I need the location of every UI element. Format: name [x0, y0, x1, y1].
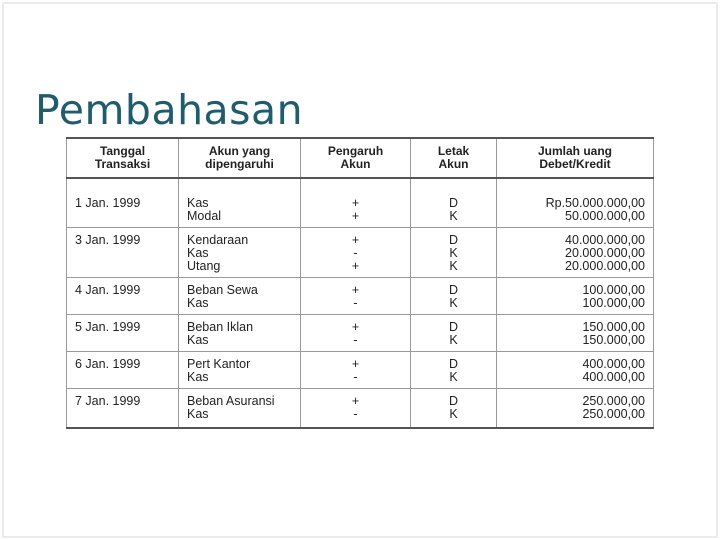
cell-akun: [179, 278, 301, 315]
cell-text: +: [351, 320, 360, 334]
cell-tanggal: [67, 228, 179, 278]
cell-text: Rp.50.000.000,00: [545, 196, 645, 210]
cell-text: 5 Jan. 1999: [75, 320, 141, 334]
cell-text: Kendaraan: [187, 233, 249, 247]
cell-text: 250.000,00: [582, 407, 645, 421]
table-row: [67, 389, 654, 429]
cell-akun: [179, 228, 301, 278]
cell-text: 3 Jan. 1999: [75, 233, 141, 247]
header-akun-dipengaruhi: [179, 138, 301, 178]
cell-text: 400.000,00: [582, 357, 645, 371]
cell-jumlah: [497, 228, 654, 278]
cell-text: 20.000.000,00: [565, 246, 645, 260]
cell-text: +: [351, 357, 360, 371]
cell-text: Kas: [187, 370, 209, 384]
header-text: Transaksi: [94, 157, 151, 171]
cell-jumlah: [497, 278, 654, 315]
cell-jumlah: [497, 178, 654, 228]
header-text: Tanggal: [99, 144, 146, 158]
cell-text: 6 Jan. 1999: [75, 357, 141, 371]
table-row: [67, 178, 654, 228]
header-text: Akun yang: [208, 144, 271, 158]
cell-letak: [411, 278, 497, 315]
table-row: [67, 315, 654, 352]
cell-text: -: [353, 246, 358, 260]
header-tanggal-transaksi: [67, 138, 179, 178]
cell-letak: [411, 315, 497, 352]
cell-tanggal: [67, 278, 179, 315]
cell-akun: [179, 389, 301, 429]
header-pengaruh-akun: [301, 138, 411, 178]
transaction-table: [66, 137, 654, 429]
table-row: [67, 228, 654, 278]
cell-text: Kas: [187, 246, 209, 260]
cell-text: 100.000,00: [582, 296, 645, 310]
cell-text: +: [351, 233, 360, 247]
header-text: Akun: [340, 157, 371, 171]
cell-text: -: [353, 407, 358, 421]
cell-text: +: [351, 394, 360, 408]
cell-pengaruh: [301, 278, 411, 315]
cell-letak: [411, 228, 497, 278]
cell-tanggal: [67, 352, 179, 389]
header-row: [67, 138, 654, 178]
cell-text: K: [449, 209, 458, 223]
header-text: Pengaruh: [327, 144, 384, 158]
cell-akun: [179, 352, 301, 389]
table-row: [67, 352, 654, 389]
cell-jumlah: [497, 352, 654, 389]
cell-pengaruh: [301, 389, 411, 429]
transaction-table-wrap: [66, 137, 653, 429]
cell-text: K: [449, 407, 458, 421]
cell-text: Utang: [187, 259, 221, 273]
cell-text: K: [449, 333, 458, 347]
cell-text: -: [353, 370, 358, 384]
cell-text: 4 Jan. 1999: [75, 283, 141, 297]
header-letak-akun: [411, 138, 497, 178]
cell-text: 50.000.000,00: [565, 209, 645, 223]
cell-pengaruh: [301, 315, 411, 352]
cell-text: -: [353, 333, 358, 347]
cell-pengaruh: [301, 352, 411, 389]
cell-text: D: [448, 320, 459, 334]
cell-text: Kas: [187, 296, 209, 310]
cell-text: Pert Kantor: [187, 357, 251, 371]
cell-text: +: [351, 209, 360, 223]
table-header: [67, 138, 654, 178]
slide-title: Pembahasan: [35, 86, 304, 134]
cell-text: Kas: [187, 407, 209, 421]
cell-text: 150.000,00: [582, 320, 645, 334]
table-body: [67, 178, 654, 428]
cell-text: D: [448, 196, 459, 210]
cell-text: +: [351, 196, 360, 210]
cell-text: 400.000,00: [582, 370, 645, 384]
cell-text: D: [448, 394, 459, 408]
cell-text: 150.000,00: [582, 333, 645, 347]
cell-text: -: [353, 296, 358, 310]
table-row: [67, 278, 654, 315]
header-text: Jumlah uang: [537, 144, 612, 158]
cell-text: +: [351, 283, 360, 297]
cell-text: 100.000,00: [582, 283, 645, 297]
cell-text: K: [449, 259, 458, 273]
header-text: Debet/Kredit: [539, 157, 611, 171]
cell-text: Beban Asuransi: [187, 394, 275, 408]
cell-text: Beban Sewa: [187, 283, 258, 297]
cell-text: D: [448, 233, 459, 247]
header-text: dipengaruhi: [205, 157, 274, 171]
cell-text: Modal: [187, 209, 222, 223]
cell-text: K: [449, 296, 458, 310]
cell-tanggal: [67, 178, 179, 228]
cell-letak: [411, 178, 497, 228]
cell-text: D: [448, 357, 459, 371]
header-jumlah-uang: [497, 138, 654, 178]
cell-akun: [179, 315, 301, 352]
cell-tanggal: [67, 315, 179, 352]
cell-text: +: [351, 259, 360, 273]
cell-text: 20.000.000,00: [565, 259, 645, 273]
cell-letak: [411, 352, 497, 389]
cell-text: 250.000,00: [582, 394, 645, 408]
cell-pengaruh: [301, 228, 411, 278]
cell-text: D: [448, 283, 459, 297]
cell-text: 1 Jan. 1999: [75, 196, 141, 210]
cell-akun: [179, 178, 301, 228]
cell-letak: [411, 389, 497, 429]
cell-text: 7 Jan. 1999: [75, 394, 141, 408]
header-text: Letak: [437, 144, 470, 158]
cell-jumlah: [497, 315, 654, 352]
cell-text: Kas: [187, 196, 209, 210]
cell-tanggal: [67, 389, 179, 429]
cell-text: Kas: [187, 333, 209, 347]
cell-jumlah: [497, 389, 654, 429]
header-text: Akun: [438, 157, 469, 171]
cell-text: 40.000.000,00: [565, 233, 645, 247]
cell-text: K: [449, 246, 458, 260]
cell-pengaruh: [301, 178, 411, 228]
cell-text: K: [449, 370, 458, 384]
cell-text: Beban Iklan: [187, 320, 254, 334]
